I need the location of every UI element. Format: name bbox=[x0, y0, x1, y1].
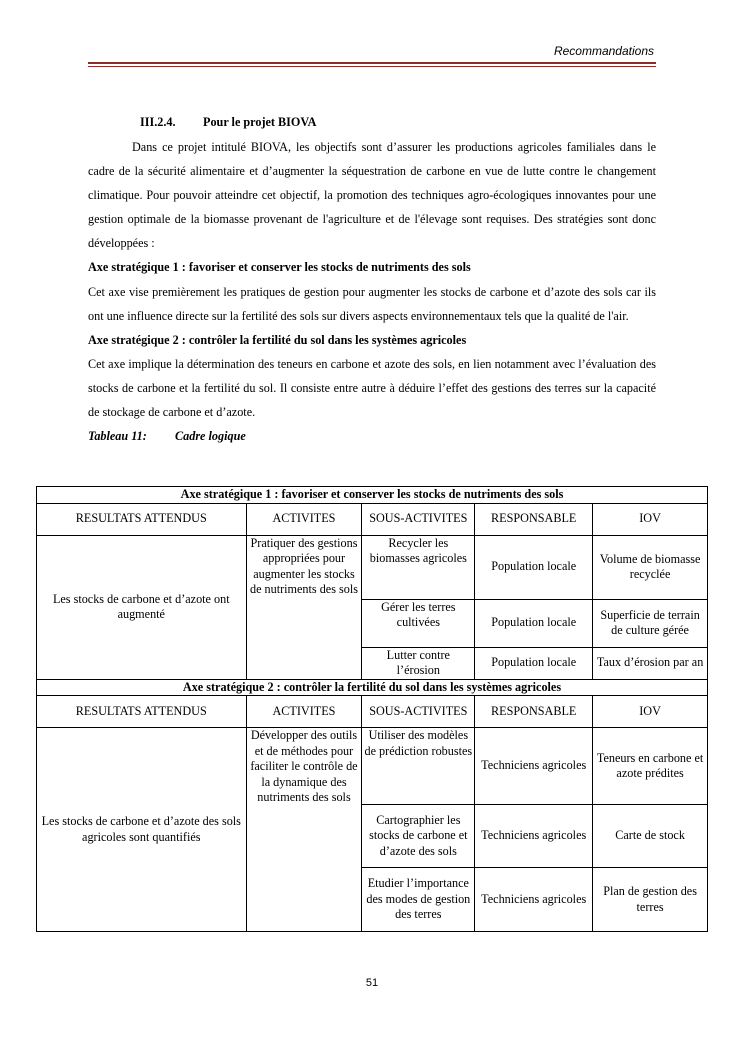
responsible-cell: Techniciens agricoles bbox=[475, 728, 593, 805]
axis2-result-cell: Les stocks de carbone et d’azote des sols agricoles sont quantifiés bbox=[37, 728, 247, 932]
axis1-title-cell: Axe stratégique 1 : favoriser et conserver les stocks de nutriments des sols bbox=[37, 487, 708, 504]
subactivity-cell: Lutter contre l’érosion bbox=[362, 647, 475, 679]
table-row bbox=[37, 535, 708, 599]
header-iov: IOV bbox=[593, 503, 708, 535]
axis1-result-cell: Les stocks de carbone et d’azote ont augmenté bbox=[37, 535, 247, 679]
table-caption bbox=[88, 424, 656, 448]
intro-paragraph: Dans ce projet intitulé BIOVA, les objectifs sont d’assurer les productions agricoles familiales dans le cadre de la sécurité alimentaire et d’augmenter la séquestration de carbone en vue de lutte contre le changement climatique. Pour pouvoir atteindre cet objectif, la promotion des techniques agro-écologiques innovantes pour une gestion optimale de la biomasse provenant de l'agriculture et de l'élevage sont requises. Des stratégies sont donc développées : bbox=[88, 140, 656, 251]
running-header-title: Recommandations bbox=[553, 44, 654, 58]
body-text bbox=[88, 100, 656, 448]
responsible-cell: Population locale bbox=[475, 599, 593, 647]
subactivity-cell: Gérer les terres cultivées bbox=[362, 599, 475, 647]
responsible-cell: Techniciens agricoles bbox=[475, 868, 593, 932]
iov-cell: Carte de stock bbox=[593, 805, 708, 868]
header-responsible: RESPONSABLE bbox=[475, 696, 593, 728]
header-results: RESULTATS ATTENDUS bbox=[37, 503, 247, 535]
responsible-cell: Population locale bbox=[475, 535, 593, 599]
iov-cell: Taux d’érosion par an bbox=[593, 647, 708, 679]
axis1-heading: Axe stratégique 1 : favoriser et conserver les stocks de nutriments des sols bbox=[88, 260, 471, 275]
iov-cell: Teneurs en carbone et azote prédites bbox=[593, 728, 708, 805]
axis2-activity-cell: Développer des outils et de méthodes pour faciliter le contrôle de la dynamique des nutriments des sols bbox=[246, 728, 362, 932]
axis1-paragraph: Cet axe vise premièrement les pratiques de gestion pour augmenter les stocks de carbone et d’azote des sols car ils ont une influence directe sur la fertilité des sols sur divers aspects environnementaux tels que la qualité de l'air. bbox=[88, 284, 656, 323]
iov-cell: Superficie de terrain de culture gérée bbox=[593, 599, 708, 647]
subactivity-cell: Cartographier les stocks de carbone et d’azote des sols bbox=[362, 805, 475, 868]
subactivity-cell: Recycler les biomasses agricoles bbox=[362, 535, 475, 599]
header-results: RESULTATS ATTENDUS bbox=[37, 696, 247, 728]
subactivity-cell: Etudier l’importance des modes de gestion des terres bbox=[362, 868, 475, 932]
header-subactivities: SOUS-ACTIVITES bbox=[362, 503, 475, 535]
header-rule-thick bbox=[88, 62, 656, 64]
header-activities: ACTIVITES bbox=[246, 503, 362, 535]
section-heading bbox=[88, 110, 656, 135]
axis1-activity-cell: Pratiquer des gestions appropriées pour augmenter les stocks de nutriments des sols bbox=[246, 535, 362, 679]
subactivity-cell: Utiliser des modèles de prédiction robustes bbox=[362, 728, 475, 805]
table-row bbox=[37, 728, 708, 805]
iov-cell: Volume de biomasse recyclée bbox=[593, 535, 708, 599]
axis2-row bbox=[37, 679, 708, 696]
section-title: Pour le projet BIOVA bbox=[203, 115, 317, 129]
header-rule-thin bbox=[88, 66, 656, 67]
responsible-cell: Population locale bbox=[475, 647, 593, 679]
page-number: 51 bbox=[365, 977, 379, 989]
header-subactivities: SOUS-ACTIVITES bbox=[362, 696, 475, 728]
logical-framework-table bbox=[36, 486, 708, 932]
table-caption-label: Tableau 11: bbox=[88, 429, 147, 444]
header-row bbox=[37, 503, 708, 535]
iov-cell: Plan de gestion des terres bbox=[593, 868, 708, 932]
responsible-cell: Techniciens agricoles bbox=[475, 805, 593, 868]
axis2-paragraph: Cet axe implique la détermination des teneurs en carbone et azote des sols, en lien notamment avec l’évaluation des stocks de carbone et la fertilité du sol. Il consiste entre autre à déduire l’effet des gestions des terres sur la capacité de stockage de carbone et d’azote. bbox=[88, 356, 656, 420]
axis1-row bbox=[37, 487, 708, 504]
table-caption-title: Cadre logique bbox=[175, 429, 246, 444]
header-row bbox=[37, 696, 708, 728]
header-iov: IOV bbox=[593, 696, 708, 728]
header-activities: ACTIVITES bbox=[246, 696, 362, 728]
section-number: III.2.4. bbox=[140, 115, 176, 129]
header-responsible: RESPONSABLE bbox=[475, 503, 593, 535]
axis2-title-cell: Axe stratégique 2 : contrôler la fertilité du sol dans les systèmes agricoles bbox=[37, 679, 708, 696]
axis2-heading: Axe stratégique 2 : contrôler la fertilité du sol dans les systèmes agricoles bbox=[88, 332, 467, 347]
